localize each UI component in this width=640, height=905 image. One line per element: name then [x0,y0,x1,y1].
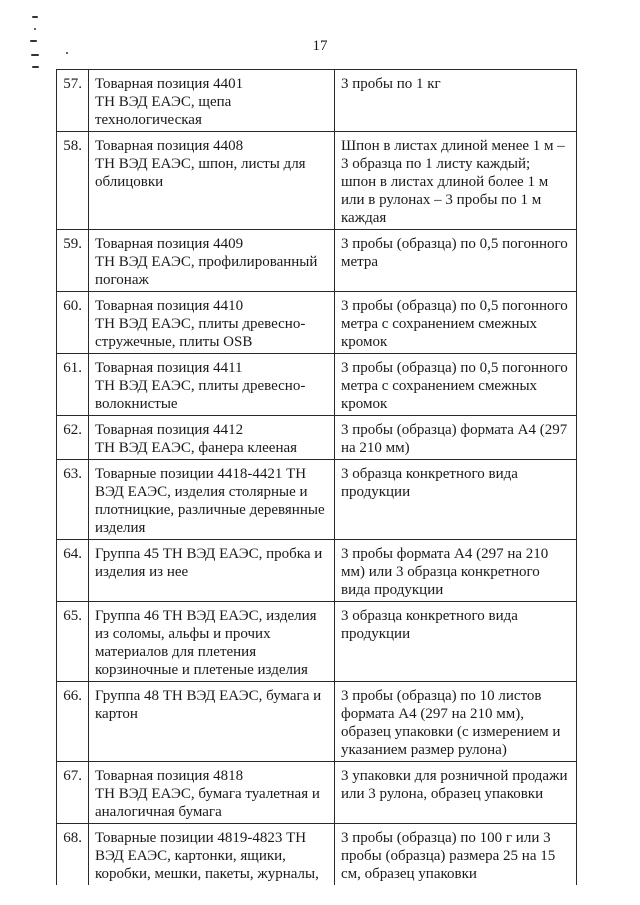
sample-requirement-text: 3 образца конкретного вида продукции [341,466,518,500]
product-item-text: Товарная позиция 4411 ТН ВЭД ЕАЭС, плиты древесно- волокнистые [95,360,306,412]
table-row [57,70,577,132]
product-item [89,762,335,824]
product-item-text: Группа 46 ТН ВЭД ЕАЭС, изделия из соломы, альфы и прочих материалов для плетения корзиночные и плетеные изделия [95,608,317,678]
row-number: 66. [57,682,89,762]
product-item-text: Товарная позиция 4409 ТН ВЭД ЕАЭС, профилированный погонаж [95,236,318,288]
row-number: 68. [57,824,89,886]
product-item [89,70,335,132]
table-row [57,354,577,416]
product-item-text: Товарные позиции 4819-4823 ТН ВЭД ЕАЭС, картонки, ящики, коробки, мешки, пакеты, журналы, [95,830,319,882]
sample-requirement [335,416,577,460]
page-number: 17 [312,38,328,54]
row-number: 60. [57,292,89,354]
table-body [57,70,577,886]
row-number: 67. [57,762,89,824]
table-row [57,416,577,460]
sample-requirement [335,132,577,230]
sample-requirement [335,682,577,762]
product-item-text: Товарная позиция 4408 ТН ВЭД ЕАЭС, шпон, листы для облицовки [95,138,306,190]
product-item-text: Товарная позиция 4410 ТН ВЭД ЕАЭС, плиты древесно- стружечные, плиты OSB [95,298,306,350]
sample-requirement [335,292,577,354]
product-item [89,682,335,762]
table-row [57,460,577,540]
product-item [89,540,335,602]
sample-requirement [335,602,577,682]
product-item [89,824,335,886]
sample-requirement [335,540,577,602]
row-number: 61. [57,354,89,416]
product-item [89,230,335,292]
row-number: 64. [57,540,89,602]
sample-requirement [335,824,577,886]
table-row [57,824,577,886]
sample-requirement-text: 3 пробы (образца) по 100 г или 3 пробы (образца) размера 25 на 15 см, образец упаковки [341,830,556,882]
table-row [57,540,577,602]
sample-requirement [335,460,577,540]
sample-requirement-text: 3 пробы (образца) по 0,5 погонного метра с сохранением смежных кромок [341,298,568,350]
requirements-table [56,69,577,885]
product-item [89,292,335,354]
sample-requirement-text: 3 пробы по 1 кг [341,76,441,92]
product-item [89,132,335,230]
product-item-text: Товарные позиции 4418-4421 ТН ВЭД ЕАЭС, изделия столярные и плотницкие, различные деревянные изделия [95,466,325,536]
sample-requirement-text: 3 пробы (образца) формата А4 (297 на 210 мм) [341,422,568,456]
product-item [89,602,335,682]
sample-requirement [335,354,577,416]
row-number: 65. [57,602,89,682]
product-item-text: Группа 45 ТН ВЭД ЕАЭС, пробка и изделия из нее [95,546,323,580]
product-item [89,416,335,460]
table-row [57,602,577,682]
table-row [57,682,577,762]
sample-requirement-text: Шпон в листах длиной менее 1 м – 3 образца по 1 листу каждый; шпон в листах длиной более 1 м или в рулонах – 3 пробы по 1 м каждая [341,138,565,226]
table-row [57,132,577,230]
table-row [57,230,577,292]
table-row [57,292,577,354]
sample-requirement [335,230,577,292]
sample-requirement [335,70,577,132]
row-number: 57. [57,70,89,132]
sample-requirement-text: 3 пробы (образца) по 0,5 погонного метра [341,236,568,270]
sample-requirement-text: 3 упаковки для розничной продажи или 3 рулона, образец упаковки [341,768,568,802]
table-row [57,762,577,824]
product-item-text: Группа 48 ТН ВЭД ЕАЭС, бумага и картон [95,688,322,722]
sample-requirement [335,762,577,824]
sample-requirement-text: 3 пробы (образца) по 0,5 погонного метра с сохранением смежных кромок [341,360,568,412]
row-number: 59. [57,230,89,292]
product-item [89,460,335,540]
sample-requirement-text: 3 пробы формата А4 (297 на 210 мм) или 3 образца конкретного вида продукции [341,546,549,598]
product-item-text: Товарная позиция 4412 ТН ВЭД ЕАЭС, фанера клееная [95,422,298,456]
product-item [89,354,335,416]
product-item-text: Товарная позиция 4401 ТН ВЭД ЕАЭС, щепа технологическая [95,76,244,128]
row-number: 62. [57,416,89,460]
row-number: 63. [57,460,89,540]
row-number: 58. [57,132,89,230]
sample-requirement-text: 3 пробы (образца) по 10 листов формата А4 (297 на 210 мм), образец упаковки (с измерением и указанием размер рулона) [341,688,561,758]
sample-requirement-text: 3 образца конкретного вида продукции [341,608,518,642]
product-item-text: Товарная позиция 4818 ТН ВЭД ЕАЭС, бумага туалетная и аналогичная бумага [95,768,320,820]
